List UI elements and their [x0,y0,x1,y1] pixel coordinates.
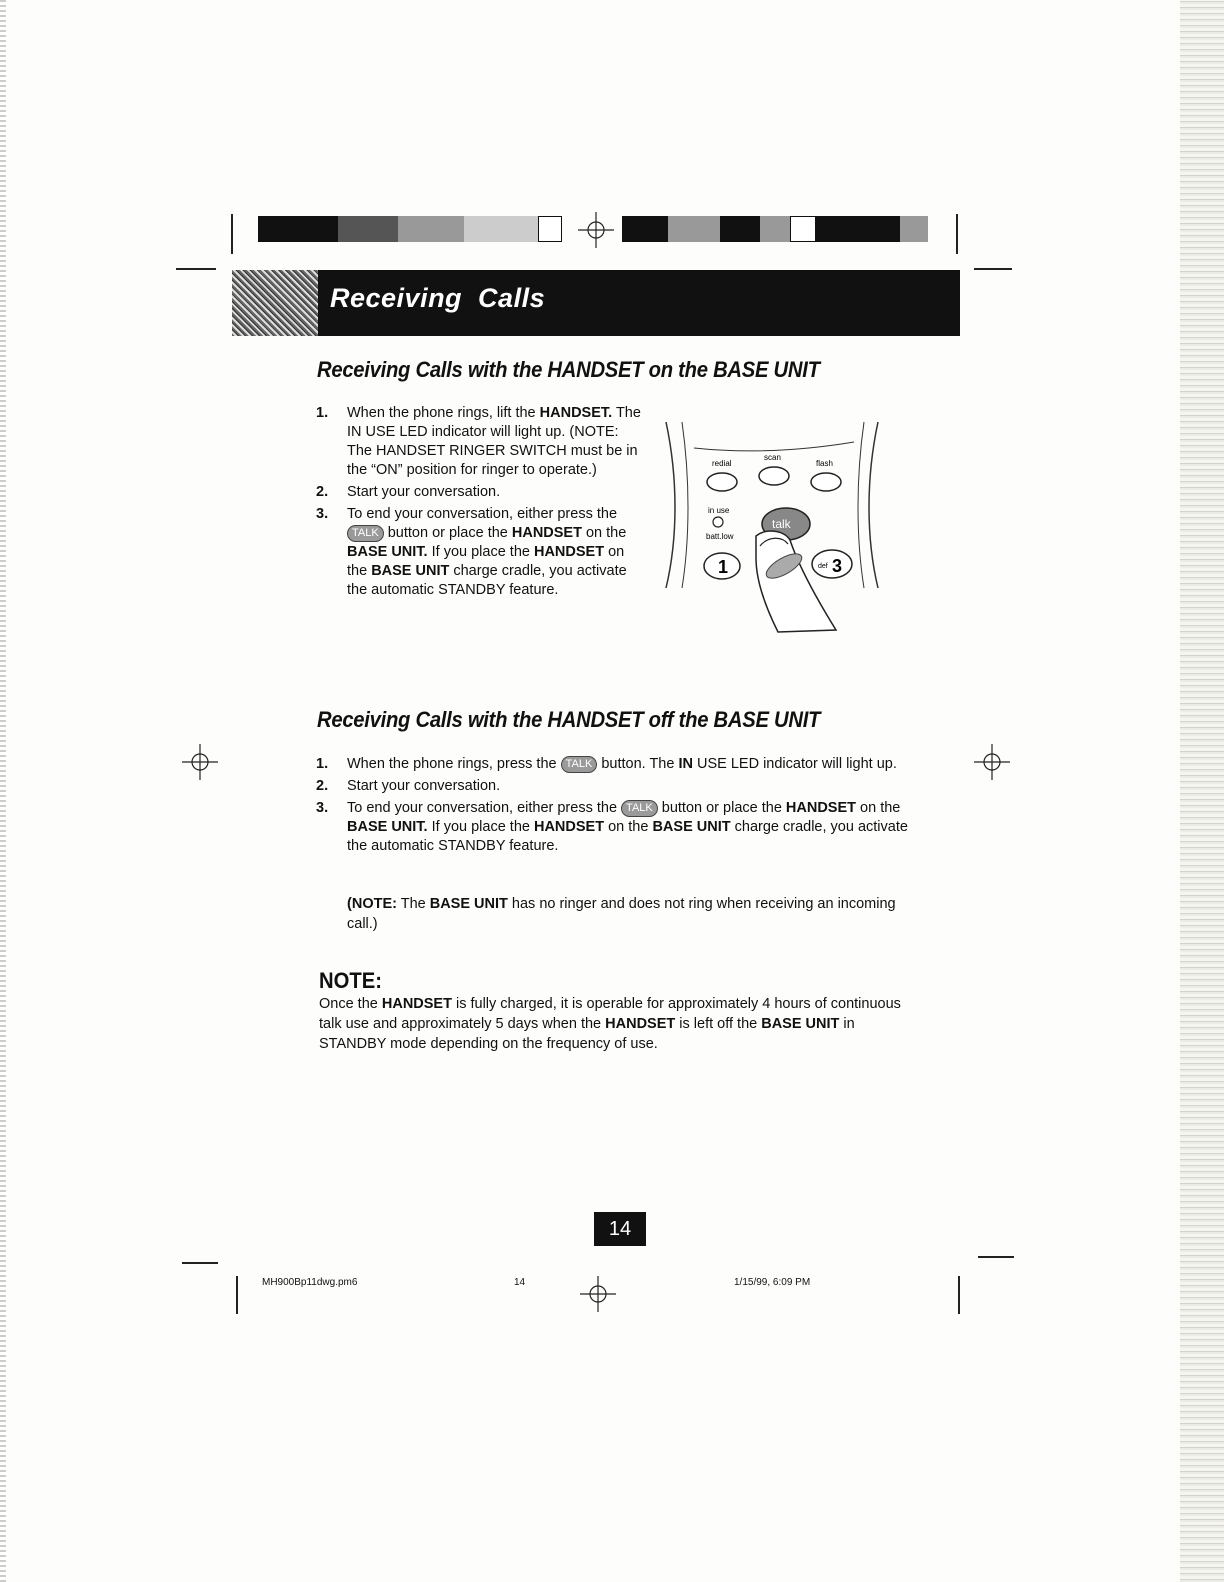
section-heading-handset-on-base: Receiving Calls with the HANDSET on the BASE UNIT [317,357,820,382]
registration-crosshair-icon [974,744,1010,780]
step-number: 3. [316,506,329,522]
scan-label: scan [764,453,781,462]
crop-mark [176,268,216,270]
registration-bar [622,216,668,242]
crop-mark [974,268,1012,270]
redial-label: redial [712,459,732,468]
redial-key-icon [707,473,737,491]
note-heading: NOTE: [319,968,382,993]
flash-label: flash [816,459,833,468]
crop-mark [236,1276,238,1314]
steps-list-handset-off-base [316,755,926,859]
list-item: 2. Start your conversation. [316,778,501,794]
batt-low-label: batt.low [706,532,734,541]
list-item: 3. To end your conversation, either press the TALK button or place the HANDSET on the BASE UNIT. If you place the HANDSET on the BASE UNIT charge cradle, you activate the automatic STANDBY feature. [316,506,627,598]
flash-key-icon [811,473,841,491]
registration-crosshair-icon [580,1276,616,1312]
steps-list-handset-on-base [316,404,646,603]
list-item: 1. When the phone rings, press the TALK button. The IN USE LED indicator will light up. [316,756,897,772]
registration-bar [816,216,900,242]
note-body: Once the HANDSET is fully charged, it is operable for approximately 4 hours of continuous talk use and approximately 5 days when the HANDSET is left off the BASE UNIT in STANDBY mode depending on the frequency of use. [319,996,901,1052]
step-number: 1. [316,405,329,421]
step-number: 1. [316,756,329,772]
registration-bar [398,216,464,242]
footer-timestamp: 1/15/99, 6:09 PM [734,1277,811,1288]
in-use-label: in use [708,506,730,515]
footer-filename: MH900Bp11dwg.pm6 [262,1277,358,1288]
scan-key-icon [759,467,789,485]
page-title: Receiving Calls [330,283,546,313]
crop-mark [958,1276,960,1314]
registration-bar [760,216,790,242]
registration-bar [338,216,398,242]
handset-keypad-illustration [660,418,886,636]
page-number: 14 [594,1212,646,1246]
list-item: 1. When the phone rings, lift the HANDSET. The IN USE LED indicator will light up. (NOTE: The HANDSET RINGER SWITCH must be in the “ON” position for ringer to operate.) [316,405,641,478]
step-number: 2. [316,484,329,500]
in-use-led-icon [713,517,723,527]
list-item: 3. To end your conversation, either press the TALK button or place the HANDSET on the BASE UNIT. If you place the HANDSET on the BASE UNIT charge cradle, you activate the automatic STANDBY feature. [316,800,908,854]
scan-right-edge [1180,0,1224,1582]
scan-left-edge [0,0,6,1582]
registration-crosshair-icon [182,744,218,780]
registration-bar [900,216,928,242]
header-pattern [232,270,318,336]
talk-key-label: talk [772,517,791,531]
step-number: 2. [316,778,329,794]
talk-button-icon: TALK [561,756,598,773]
key-3-label: 3 [832,556,843,576]
footer-page: 14 [514,1277,526,1288]
registration-crosshair-icon [578,212,614,248]
registration-bar [464,216,538,242]
registration-bar [668,216,720,242]
base-unit-note: (NOTE: The BASE UNIT has no ringer and does not ring when receiving an incoming call.) [347,896,896,932]
talk-button-icon: TALK [621,800,658,817]
key-3-letters: def [818,563,828,570]
registration-bar [720,216,760,242]
registration-bar [258,216,338,242]
registration-bar [538,216,562,242]
crop-mark [182,1262,218,1264]
step-number: 3. [316,800,329,816]
finger-icon [756,531,836,632]
section-heading-handset-off-base: Receiving Calls with the HANDSET off the BASE UNIT [317,707,821,732]
crop-mark [978,1256,1014,1258]
crop-mark [231,214,233,254]
registration-bar [790,216,816,242]
talk-button-icon: TALK [347,525,384,542]
key-1-label: 1 [718,557,729,577]
crop-mark [956,214,958,254]
list-item: 2. Start your conversation. [316,484,501,500]
